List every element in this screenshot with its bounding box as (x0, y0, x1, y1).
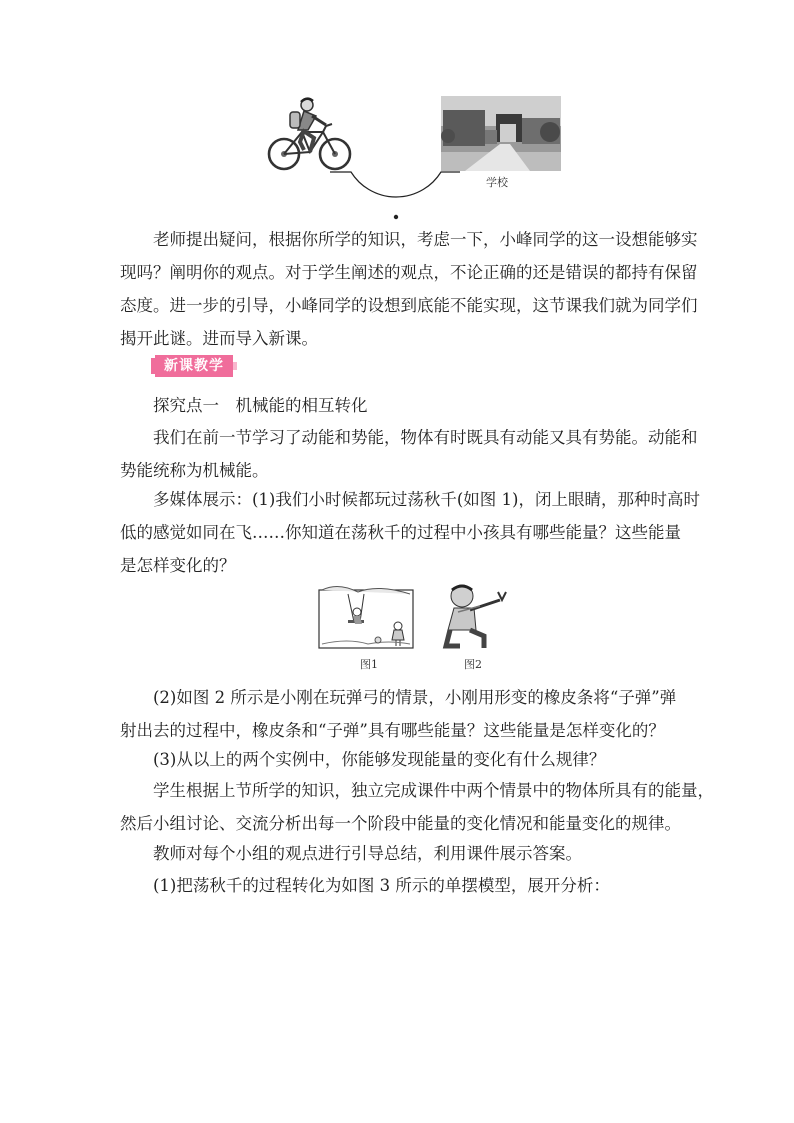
track-curve (330, 172, 460, 197)
cyclist-illustration (269, 99, 350, 169)
paragraph-mechanical-energy (120, 421, 698, 487)
para1-line: 我们在前一节学习了动能和势能，物体有时既具有动能又具有势能。动能和 (153, 428, 698, 447)
paragraph-student-activity (120, 774, 714, 840)
topic-heading-text: 探究点一 机械能的相互转化 (153, 396, 368, 415)
paragraph-swing (120, 483, 700, 582)
badge-accent (233, 362, 237, 370)
figure-1-swing (318, 584, 418, 650)
intro-line: 态度。进一步的引导，小峰同学的设想到底能不能实现，这节课我们就为同学们 (120, 296, 698, 315)
intro-paragraph (120, 223, 698, 355)
school-photo (441, 96, 561, 171)
para5-line: 然后小组讨论、交流分析出每一个阶段中能量的变化情况和能量变化的规律。 (120, 814, 681, 833)
intro-line: 现吗？阐明你的观点。对于学生阐述的观点，不论正确的还是错误的都持有保留 (120, 263, 698, 282)
paragraph-question-3 (120, 743, 680, 776)
paragraph-slingshot (120, 681, 680, 747)
para2-line: 多媒体展示：(1)我们小时候都玩过荡秋千(如图 1)，闭上眼睛，那种时高时 (153, 490, 700, 509)
para3-line: (2)如图 2 所示是小刚在玩弹弓的情景，小刚用形变的橡皮条将“子弹”弹 (153, 688, 677, 707)
para7-line: (1)把荡秋千的过程转化为如图 3 所示的单摆模型，展开分析： (153, 876, 610, 895)
para4-line: (3)从以上的两个实例中，你能够发现能量的变化有什么规律？ (153, 750, 606, 769)
school-caption: 学校 (486, 176, 508, 189)
para5-line: 学生根据上节所学的知识，独立完成课件中两个情景中的物体所具有的能量， (153, 781, 714, 800)
figure-1-caption: 图1 (360, 658, 378, 671)
para3-line: 射出去的过程中，橡皮条和“子弹”具有哪些能量？这些能量是怎样变化的？ (120, 721, 665, 740)
track-lowest-point (394, 215, 398, 219)
paragraph-pendulum-model (120, 869, 680, 902)
para6-line: 教师对每个小组的观点进行引导总结，利用课件展示答案。 (153, 844, 582, 863)
intro-line: 老师提出疑问，根据你所学的知识，考虑一下，小峰同学的这一设想能够实 (153, 230, 698, 249)
para2-line: 低的感觉如同在飞……你知道在荡秋千的过程中小孩具有哪些能量？这些能量 (120, 523, 681, 542)
figure-2-slingshot (440, 580, 516, 654)
paragraph-teacher-summary (120, 837, 680, 870)
section-badge: 新课教学 (155, 355, 233, 377)
para1-line: 势能统称为机械能。 (120, 461, 269, 480)
para2-line: 是怎样变化的？ (120, 556, 236, 575)
figure-2-caption: 图2 (464, 658, 482, 671)
top-figure (260, 94, 570, 222)
intro-line: 揭开此谜。进而导入新课。 (120, 329, 318, 348)
topic-heading (120, 389, 680, 422)
